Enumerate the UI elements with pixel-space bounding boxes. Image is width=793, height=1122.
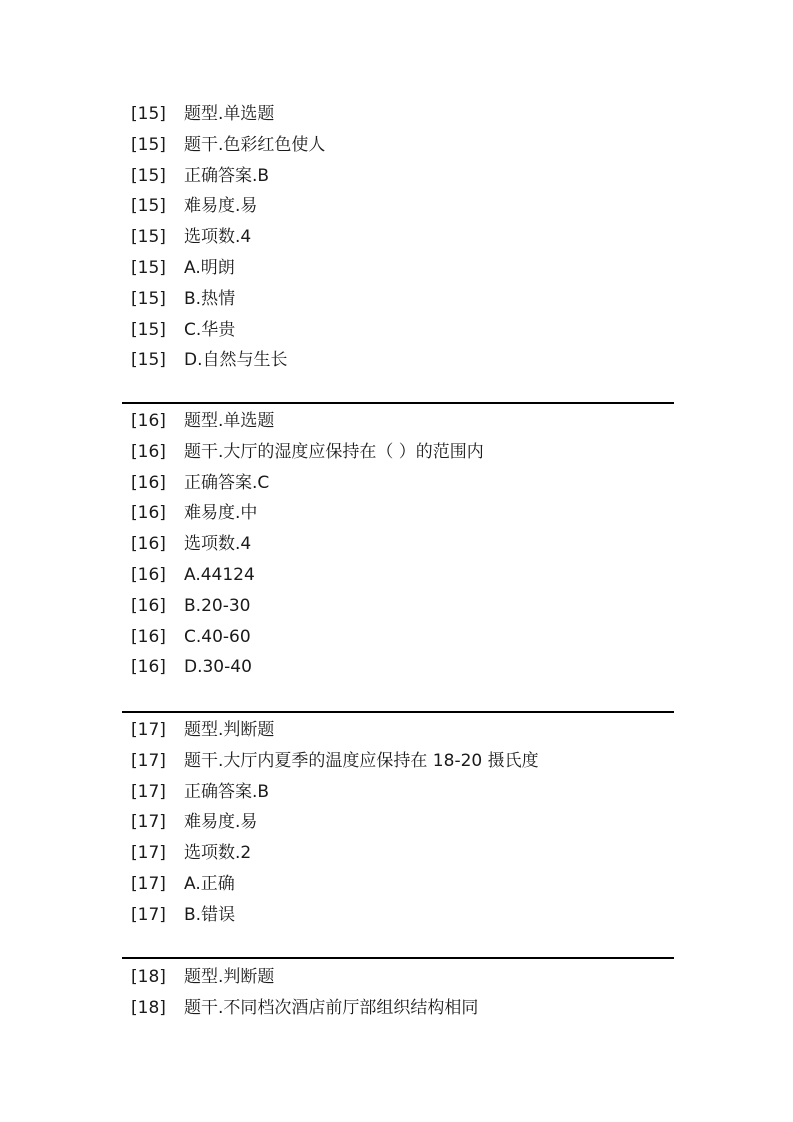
correct-answer: 正确答案.B: [184, 781, 270, 802]
option-a: A.44124: [184, 564, 255, 585]
question-line: [131, 529, 673, 560]
question-line: [131, 622, 673, 653]
question-number: [16]: [131, 472, 166, 493]
question-number: [17]: [131, 843, 166, 864]
question-line: [131, 838, 673, 869]
question-number: [15]: [131, 227, 166, 248]
option-a: A.明朗: [184, 257, 235, 278]
question-line: [131, 222, 673, 253]
question-line: [131, 406, 673, 437]
question-number: [16]: [131, 441, 166, 462]
option-d: D.30-40: [184, 657, 252, 678]
question-number: [15]: [131, 165, 166, 186]
divider: [122, 711, 674, 713]
question-block-15: [131, 99, 673, 376]
question-number: [15]: [131, 350, 166, 371]
question-number: [17]: [131, 750, 166, 771]
option-c: C.40-60: [184, 626, 251, 647]
question-line: [131, 560, 673, 591]
question-stem: 题干.大厅内夏季的温度应保持在 18-20 摄氏度: [184, 750, 539, 771]
question-number: [15]: [131, 104, 166, 124]
question-type: 题型.单选题: [184, 411, 275, 431]
question-number: [15]: [131, 319, 166, 340]
question-line: [131, 315, 673, 346]
question-type: 题型.判断题: [184, 720, 275, 740]
question-stem: 题干.大厅的湿度应保持在（ ）的范围内: [184, 441, 484, 462]
question-type: 题型.单选题: [184, 104, 275, 124]
question-number: [17]: [131, 873, 166, 894]
question-number: [18]: [131, 967, 166, 987]
question-line: [131, 869, 673, 900]
option-count: 选项数.4: [184, 534, 252, 555]
question-number: [15]: [131, 196, 166, 217]
question-line: [131, 807, 673, 838]
question-line: [131, 437, 673, 468]
option-b: B.20-30: [184, 595, 251, 616]
question-number: [15]: [131, 134, 166, 155]
question-line: [131, 652, 673, 683]
option-b: B.热情: [184, 288, 236, 309]
question-number: [15]: [131, 288, 166, 309]
question-number: [16]: [131, 534, 166, 555]
question-line: [131, 498, 673, 529]
question-number: [17]: [131, 781, 166, 802]
question-type: 题型.判断题: [184, 967, 275, 987]
question-number: [17]: [131, 812, 166, 833]
question-line: [131, 468, 673, 499]
question-block-17: [131, 715, 673, 931]
question-number: [16]: [131, 595, 166, 616]
question-line: [131, 746, 673, 777]
question-line: [131, 284, 673, 315]
question-number: [18]: [131, 997, 166, 1018]
question-line: [131, 591, 673, 622]
correct-answer: 正确答案.C: [184, 472, 270, 493]
question-number: [15]: [131, 257, 166, 278]
question-line: [131, 253, 673, 284]
question-stem: 题干.色彩红色使人: [184, 134, 326, 155]
question-line: [131, 130, 673, 161]
option-d: D.自然与生长: [184, 350, 288, 371]
option-b: B.错误: [184, 904, 236, 925]
difficulty: 难易度.中: [184, 503, 258, 524]
question-number: [16]: [131, 564, 166, 585]
divider: [122, 957, 674, 959]
question-block-16: [131, 406, 673, 683]
question-line: [131, 191, 673, 222]
question-number: [16]: [131, 503, 166, 524]
option-c: C.华贵: [184, 319, 236, 340]
question-line: [131, 345, 673, 376]
question-number: [16]: [131, 657, 166, 678]
question-line: [131, 99, 673, 130]
divider: [122, 402, 674, 404]
difficulty: 难易度.易: [184, 812, 258, 833]
question-line: [131, 900, 673, 931]
question-number: [16]: [131, 626, 166, 647]
difficulty: 难易度.易: [184, 196, 258, 217]
correct-answer: 正确答案.B: [184, 165, 270, 186]
question-number: [17]: [131, 904, 166, 925]
option-count: 选项数.2: [184, 843, 252, 864]
question-line: [131, 715, 673, 746]
option-a: A.正确: [184, 873, 235, 894]
question-block-18: [131, 962, 673, 1024]
question-number: [17]: [131, 720, 166, 740]
question-line: [131, 777, 673, 808]
question-line: [131, 993, 673, 1024]
question-number: [16]: [131, 411, 166, 431]
question-line: [131, 962, 673, 993]
question-line: [131, 161, 673, 192]
question-stem: 题干.不同档次酒店前厅部组织结构相同: [184, 997, 479, 1018]
option-count: 选项数.4: [184, 227, 252, 248]
